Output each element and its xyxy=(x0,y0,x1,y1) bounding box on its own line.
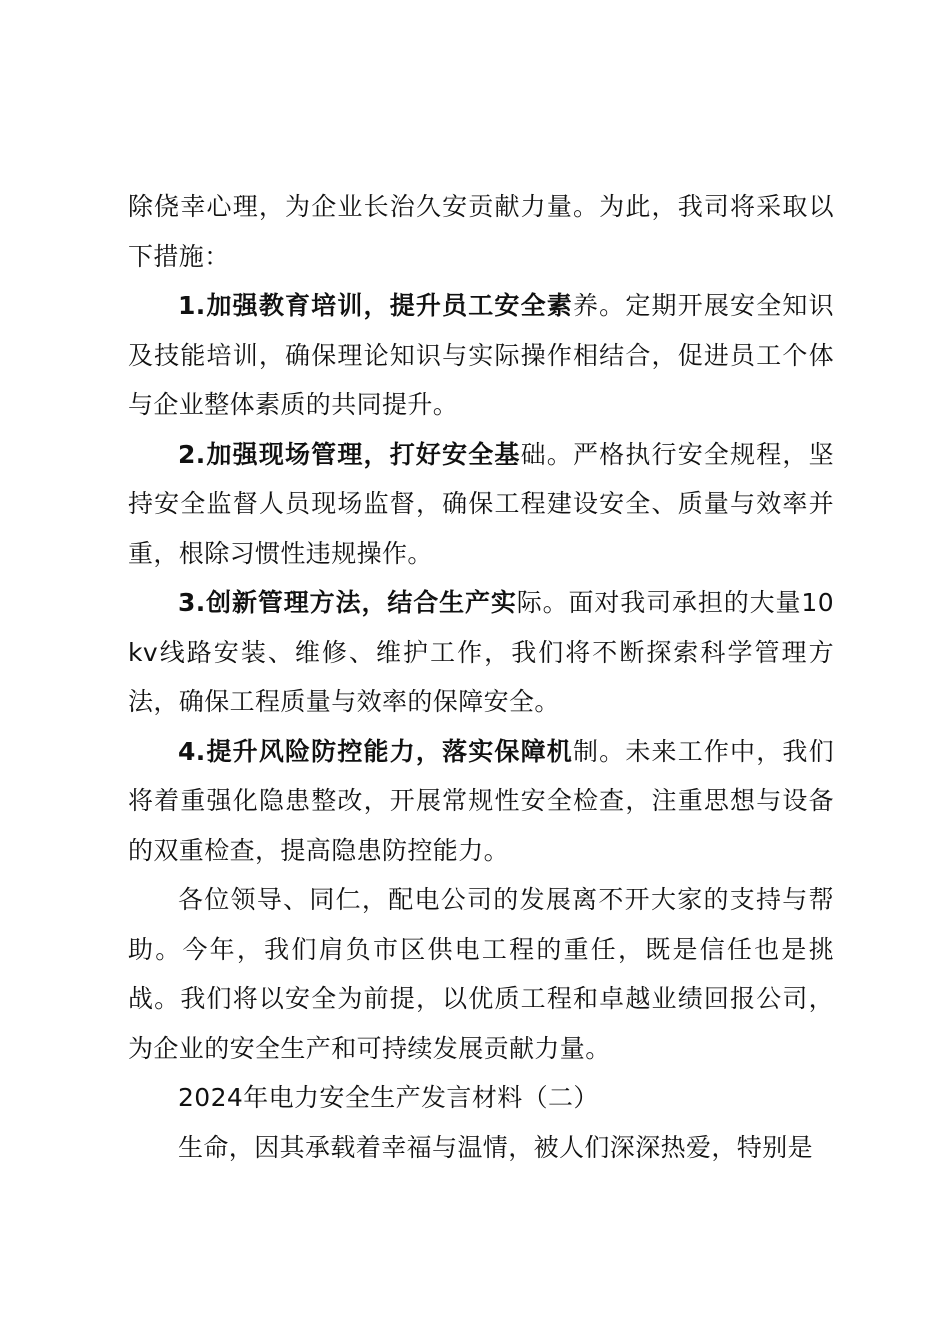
document-page xyxy=(128,182,834,1172)
section-title xyxy=(128,1073,834,1123)
measure-heading: 4.提升风险防控能力，落实保障机 xyxy=(178,736,573,766)
paragraph-measure-2 xyxy=(128,430,834,579)
measure-heading: 1.加强教育培训，提升员工安全素 xyxy=(178,291,573,320)
paragraph-section-2-opening xyxy=(128,1123,834,1173)
paragraph-measure-1 xyxy=(128,281,834,430)
paragraph-text: 础。严格执行安全规程，坚持安全监督人员现场监督，确保工程建设安全、质量与效率并重，根除习惯性违规操作。 xyxy=(128,439,834,568)
paragraph-text: 养。定期开展安全知识及技能培训，确保理论知识与实际操作相结合，促进员工个体与企业整体素质的共同提升。 xyxy=(128,291,834,419)
paragraph-text: 生命，因其承载着幸福与温情，被人们深深热爱，特别是 xyxy=(178,1132,814,1162)
paragraph-text: 际。面对我司承担的大量10kv线路安装、维修、维护工作，我们将不断探索科学管理方法，确保工程质量与效率的保障安全。 xyxy=(128,588,834,716)
paragraph-measure-3 xyxy=(128,578,834,727)
paragraph-text: 制。未来工作中，我们将着重强化隐患整改，开展常规性安全检查，注重思想与设备的双重检查，提高隐患防控能力。 xyxy=(128,736,834,865)
paragraph-measures-intro xyxy=(128,182,834,281)
paragraph-measure-4 xyxy=(128,727,834,876)
paragraph-text: 除侥幸心理，为企业长治久安贡献力量。为此，我司将采取以下措施： xyxy=(128,192,834,271)
measure-heading: 3.创新管理方法，结合生产实 xyxy=(178,588,517,617)
section-title-text: 2024年电力安全生产发言材料（二） xyxy=(178,1083,599,1112)
paragraph-closing xyxy=(128,875,834,1073)
paragraph-text: 各位领导、同仁，配电公司的发展离不开大家的支持与帮助。今年，我们肩负市区供电工程的重任，既是信任也是挑战。我们将以安全为前提，以优质工程和卓越业绩回报公司，为企业的安全生产和可持续发展贡献力量。 xyxy=(128,885,834,1063)
measure-heading: 2.加强现场管理，打好安全基 xyxy=(178,439,521,469)
